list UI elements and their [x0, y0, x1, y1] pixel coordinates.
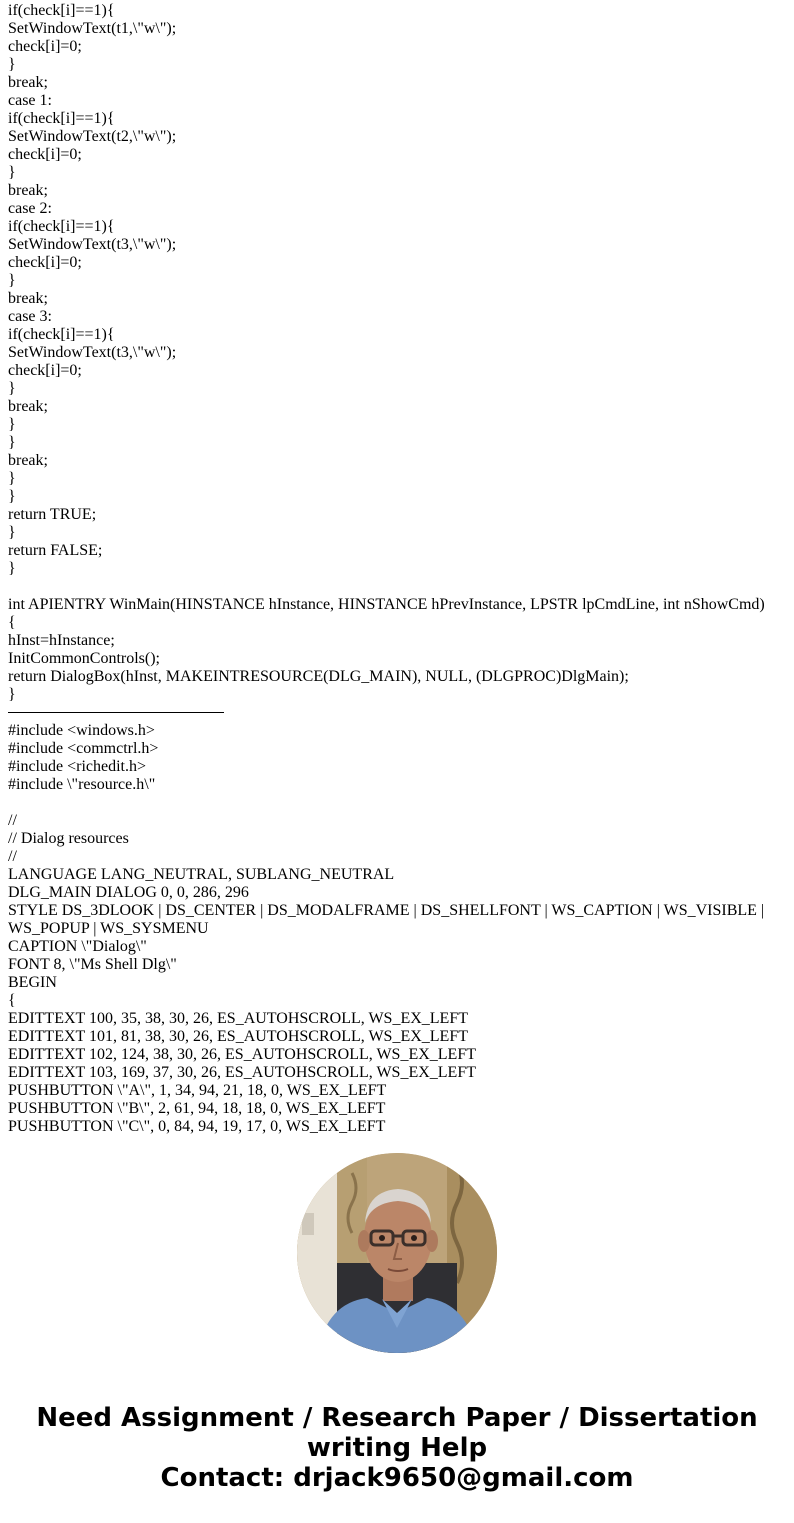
- code-line: InitCommonControls();: [8, 650, 160, 667]
- promo-line-1: Need Assignment / Research Paper / Dissertation: [36, 1403, 758, 1433]
- code-line: #include <commctrl.h>: [8, 740, 159, 757]
- code-line: if(check[i]==1){: [8, 326, 115, 343]
- code-line: EDITTEXT 103, 169, 37, 30, 26, ES_AUTOHSCROLL, WS_EX_LEFT: [8, 1064, 476, 1081]
- code-line: check[i]=0;: [8, 38, 82, 55]
- code-block-top: [8, 2, 788, 704]
- code-line: if(check[i]==1){: [8, 2, 115, 19]
- code-line: }: [8, 470, 16, 487]
- code-line: return DialogBox(hInst, MAKEINTRESOURCE(DLG_MAIN), NULL, (DLGPROC)DlgMain);: [8, 668, 629, 685]
- code-line: break;: [8, 452, 48, 469]
- code-line: EDITTEXT 100, 35, 38, 30, 26, ES_AUTOHSCROLL, WS_EX_LEFT: [8, 1010, 468, 1027]
- code-line: }: [8, 686, 16, 703]
- code-line: EDITTEXT 102, 124, 38, 30, 26, ES_AUTOHSCROLL, WS_EX_LEFT: [8, 1046, 476, 1063]
- code-line: {: [8, 992, 16, 1009]
- author-avatar: [297, 1153, 497, 1353]
- code-line: SetWindowText(t2,\"w\");: [8, 128, 177, 145]
- code-line: #include <windows.h>: [8, 722, 155, 739]
- separator-line: [8, 712, 224, 713]
- code-line: check[i]=0;: [8, 146, 82, 163]
- code-line: check[i]=0;: [8, 362, 82, 379]
- code-line: DLG_MAIN DIALOG 0, 0, 286, 296: [8, 884, 249, 901]
- code-line: case 2:: [8, 200, 52, 217]
- code-line: #include <richedit.h>: [8, 758, 147, 775]
- code-line: SetWindowText(t3,\"w\");: [8, 344, 177, 361]
- code-line: BEGIN: [8, 974, 57, 991]
- code-line: break;: [8, 290, 48, 307]
- code-line: case 1:: [8, 92, 52, 109]
- code-line: hInst=hInstance;: [8, 632, 115, 649]
- code-line: }: [8, 434, 16, 451]
- code-line: [8, 578, 788, 596]
- code-line: }: [8, 272, 16, 289]
- code-block-bottom: [8, 722, 788, 1136]
- code-line: break;: [8, 182, 48, 199]
- code-line: if(check[i]==1){: [8, 110, 115, 127]
- code-line: PUSHBUTTON \"B\", 2, 61, 94, 18, 18, 0, WS_EX_LEFT: [8, 1100, 386, 1117]
- code-line: LANGUAGE LANG_NEUTRAL, SUBLANG_NEUTRAL: [8, 866, 395, 883]
- code-line: return FALSE;: [8, 542, 103, 559]
- code-listing: [8, 2, 788, 1135]
- code-line: }: [8, 560, 16, 577]
- code-line: FONT 8, \"Ms Shell Dlg\": [8, 956, 177, 973]
- code-line: // Dialog resources: [8, 830, 129, 847]
- code-line: check[i]=0;: [8, 254, 82, 271]
- code-line: PUSHBUTTON \"A\", 1, 34, 94, 21, 18, 0, WS_EX_LEFT: [8, 1082, 387, 1099]
- code-line: }: [8, 416, 16, 433]
- code-line: if(check[i]==1){: [8, 218, 115, 235]
- code-line: int APIENTRY WinMain(HINSTANCE hInstance, HINSTANCE hPrevInstance, LPSTR lpCmdLine, int nShowCmd): [8, 596, 765, 613]
- code-line: PUSHBUTTON \"C\", 0, 84, 94, 19, 17, 0, WS_EX_LEFT: [8, 1118, 386, 1135]
- code-line: //: [8, 812, 17, 829]
- code-line: break;: [8, 74, 48, 91]
- code-line: //: [8, 848, 17, 865]
- code-line: {: [8, 614, 16, 631]
- code-line: }: [8, 164, 16, 181]
- code-line: EDITTEXT 101, 81, 38, 30, 26, ES_AUTOHSCROLL, WS_EX_LEFT: [8, 1028, 468, 1045]
- code-line: case 3:: [8, 308, 52, 325]
- code-line: break;: [8, 398, 48, 415]
- code-line: CAPTION \"Dialog\": [8, 938, 147, 955]
- code-line: }: [8, 488, 16, 505]
- code-line: STYLE DS_3DLOOK | DS_CENTER | DS_MODALFRAME | DS_SHELLFONT | WS_CAPTION | WS_VISIBLE | WS_POPUP | WS_SYSMENU: [8, 902, 768, 937]
- promo-contact: Contact: drjack9650@gmail.com: [160, 1463, 634, 1493]
- promo-banner: [0, 1403, 794, 1493]
- code-line: }: [8, 524, 16, 541]
- code-line: }: [8, 380, 16, 397]
- author-portrait-image: [297, 1153, 497, 1353]
- code-line: SetWindowText(t3,\"w\");: [8, 236, 177, 253]
- code-line: }: [8, 56, 16, 73]
- promo-line-2: writing Help: [306, 1433, 488, 1463]
- code-line: return TRUE;: [8, 506, 97, 523]
- code-line: [8, 794, 788, 812]
- code-line: SetWindowText(t1,\"w\");: [8, 20, 177, 37]
- code-line: #include \"resource.h\": [8, 776, 156, 793]
